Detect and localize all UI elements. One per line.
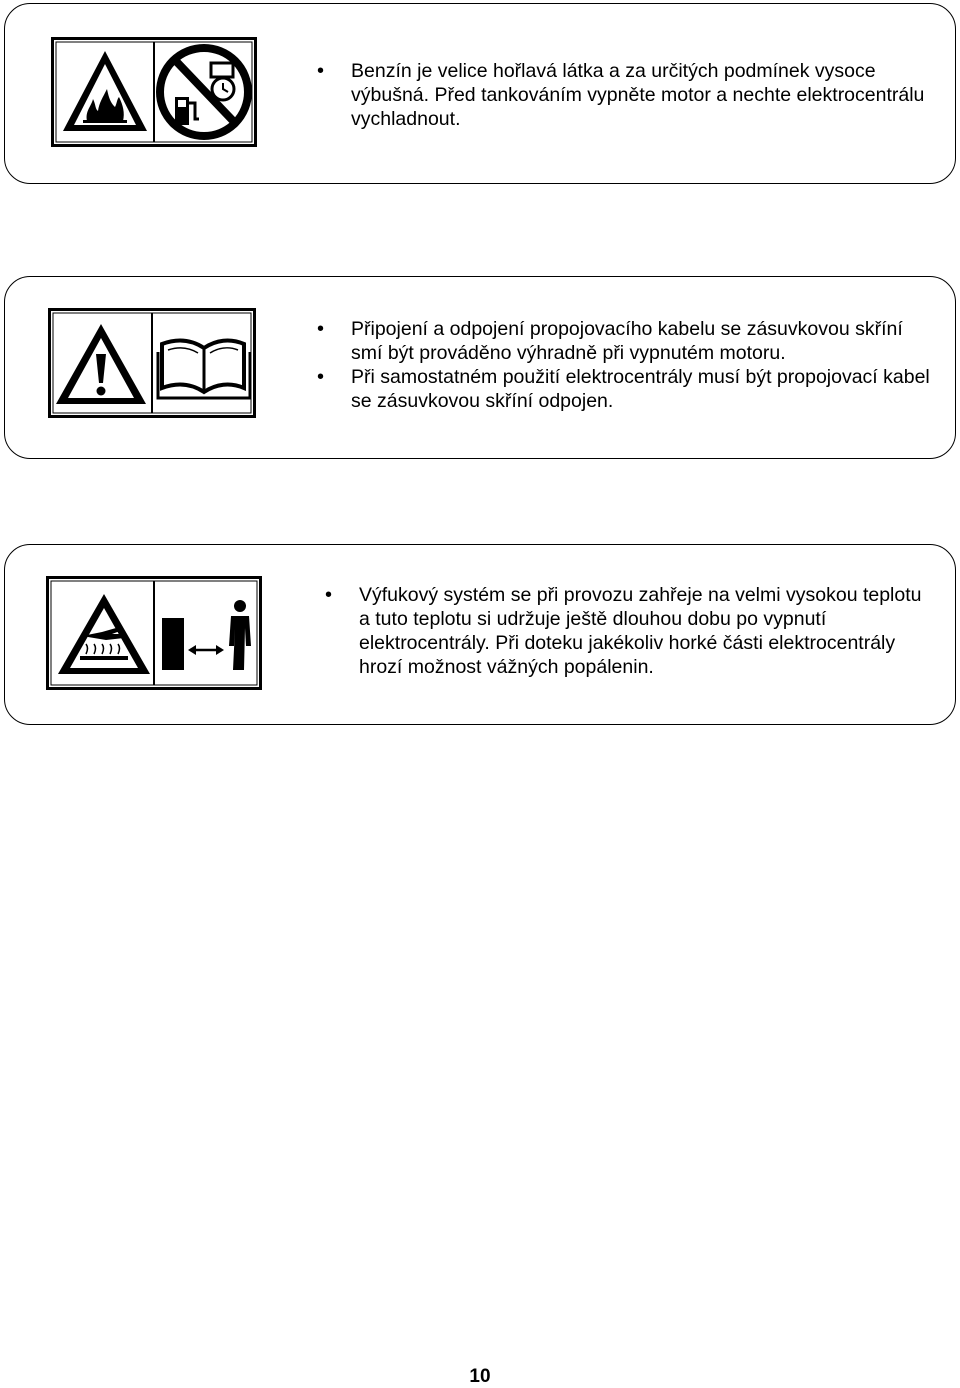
warning-item: • Připojení a odpojení propojovacího kabelu se zásuvkovou skříní smí být prováděno výhradně při vypnutém motoru.	[317, 317, 937, 365]
warning-list	[317, 59, 927, 131]
warning-item: • Výfukový systém se při provozu zahřeje na velmi vysokou teplotu a tuto teplotu si udržuje ještě dlouhou dobu po vypnutí elektrocentrály. Při doteku jakékoliv horké části elektrocentrály hrozí možnost vážných popálenin.	[325, 583, 935, 679]
warning-pictograms	[46, 576, 262, 690]
warning-item: • Benzín je velice hořlavá látka a za určitých podmínek vysoce výbušná. Před tankováním vypněte motor a nechte elektrocentrálu vychladnout.	[317, 59, 927, 131]
warning-pictograms	[48, 308, 256, 418]
warning-item: • Při samostatném použití elektrocentrály musí být propojovací kabel se zásuvkovou skříní odpojen.	[317, 365, 937, 413]
warning-box-cable	[4, 276, 956, 459]
warning-box-fuel	[4, 3, 956, 184]
warning-box-hot-exhaust	[4, 544, 956, 725]
warning-list	[325, 583, 935, 679]
warning-list	[317, 317, 937, 413]
page-number: 10	[469, 1366, 491, 1387]
warning-pictograms	[51, 37, 257, 147]
